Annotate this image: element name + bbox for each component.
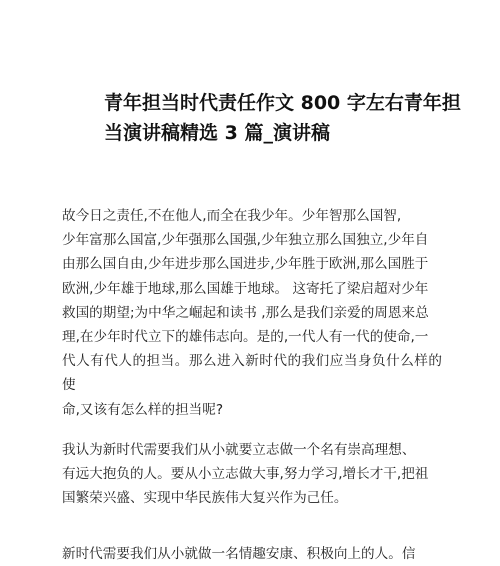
paragraph-3: 新时代需要我们从小就做一名情趣安康、积极向上的人。信 — [62, 546, 416, 562]
document-title: 青年担当时代责任作文 800 字左右青年担 当演讲稿精选 3 篇_演讲稿 — [104, 92, 461, 144]
paragraph-1: 故今日之责任,不在他人,而全在我少年。少年智那么国智, 少年富那么国富,少年强那么国强,少年独立那么国独立,少年自 由那么国自由,少年进步那么国进步,少年胜于欧洲,那么国胜于 欧洲,少年雄于地球,那么国雄于地球。 这寄托了梁启超对少年 救国的期望;为中华之崛起和读书 ,那么是我们亲爱的周恩来总 理,在少年时代立下的雄伟志向。是的,一代人有一代的使命,一 代人有代人的担当。那么进入新时代的我们应当身负什么样的使 命,又该有怎么样的担当呢? — [62, 208, 442, 418]
paragraph-2: 我认为新时代需要我们从小就要立志做一个名有崇高理想、 有远大抱负的人。要从小立志做大事,努力学习,增长才干,把祖 国繁荣兴盛、实现中华民族伟大复兴作为己任。 — [62, 442, 429, 507]
